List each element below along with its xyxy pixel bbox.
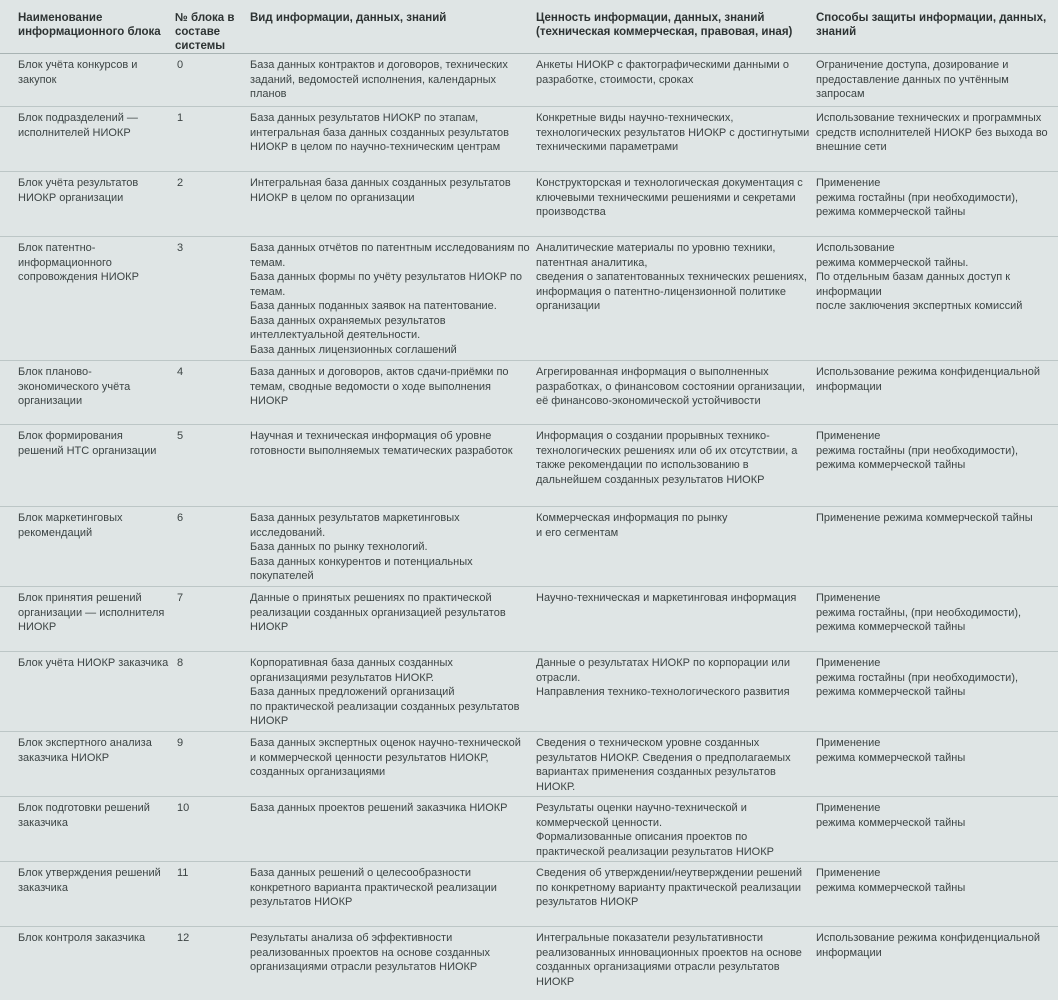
header-block-name: Наименование информационного блока [18, 12, 161, 38]
cell-info-type: База данных проектов решений заказчика НИОКР [250, 797, 536, 862]
cell-protection: Применение режима гостайны (при необходимости), режима коммерческой тайны [816, 425, 1058, 507]
table-row [0, 172, 1058, 237]
cell-info-type: Научная и техническая информация об уровне готовности выполняемых тематических разработок [250, 425, 536, 507]
cell-block-name: Блок принятия решений организации — исполнителя НИОКР [0, 587, 175, 652]
cell-protection: Ограничение доступа, дозирование и предоставление данных по учтённым запросам [816, 54, 1058, 107]
cell-info-type: Корпоративная база данных созданных организациями результатов НИОКР. База данных предложений организаций по практической реализации созданных результатов НИОКР [250, 652, 536, 732]
cell-info-type: Данные о принятых решениях по практической реализации созданных организацией результатов НИОКР [250, 587, 536, 652]
cell-protection: Использование режима конфиденциальной информации [816, 927, 1058, 992]
cell-block-name: Блок патентно-информационного сопровождения НИОКР [0, 237, 175, 361]
cell-info-value: Сведения об утверждении/неутверждении решений по конкретному варианту практической реализации результатов НИОКР [536, 862, 816, 927]
cell-block-number: 12 [175, 927, 250, 992]
cell-block-number: 4 [175, 361, 250, 425]
cell-block-number: 8 [175, 652, 250, 732]
cell-block-name: Блок утверждения решений заказчика [0, 862, 175, 927]
cell-protection: Применение режима коммерческой тайны [816, 507, 1058, 587]
cell-block-number: 2 [175, 172, 250, 237]
cell-protection: Применение режима гостайны (при необходимости), режима коммерческой тайны [816, 172, 1058, 237]
cell-block-number: 6 [175, 507, 250, 587]
table-row [0, 425, 1058, 507]
cell-block-name: Блок подготовки решений заказчика [0, 797, 175, 862]
cell-block-number: 11 [175, 862, 250, 927]
cell-block-name: Блок маркетинговых рекомендаций [0, 507, 175, 587]
cell-block-name: Блок подразделений — исполнителей НИОКР [0, 107, 175, 172]
table-row [0, 237, 1058, 361]
cell-info-value: Конструкторская и технологическая документация с ключевыми техническими решениями и секретами производства [536, 172, 816, 237]
cell-info-type: Интегральная база данных созданных результатов НИОКР в целом по организации [250, 172, 536, 237]
table-row [0, 862, 1058, 927]
cell-info-value: Результаты оценки научно-технической и коммерческой ценности. Формализованные описания проектов по практической реализации результатов НИОКР [536, 797, 816, 862]
cell-protection: Применение режима коммерческой тайны [816, 732, 1058, 797]
cell-block-name: Блок контроля заказчика [0, 927, 175, 992]
cell-block-name: Блок учёта результатов НИОКР организации [0, 172, 175, 237]
cell-info-value: Конкретные виды научно-технических, технологических результатов НИОКР с достигнутыми техническими параметрами [536, 107, 816, 172]
cell-protection: Применение режима коммерческой тайны [816, 862, 1058, 927]
table-header [0, 0, 1058, 54]
cell-block-number: 3 [175, 237, 250, 361]
table-row [0, 732, 1058, 797]
cell-protection: Применение режима гостайны (при необходимости), режима коммерческой тайны [816, 652, 1058, 732]
cell-info-type: База данных контрактов и договоров, технических заданий, ведомостей исполнения, календарных планов [250, 54, 536, 107]
cell-block-name: Блок планово-экономического учёта организации [0, 361, 175, 425]
cell-block-number: 9 [175, 732, 250, 797]
header-block-number: № блока в составе системы [175, 12, 235, 52]
cell-block-name: Блок учёта НИОКР заказчика [0, 652, 175, 732]
cell-block-number: 5 [175, 425, 250, 507]
header-protection-methods: Способы защиты информации, данных, знаний [816, 12, 1047, 38]
cell-info-value: Данные о результатах НИОКР по корпорации или отрасли. Направления технико-технологического развития [536, 652, 816, 732]
cell-protection: Использование режима конфиденциальной информации [816, 361, 1058, 425]
table-row [0, 927, 1058, 992]
header-info-value: Ценность информации, данных, знаний (техническая коммерческая, правовая, иная) [536, 12, 793, 38]
cell-info-value: Анкеты НИОКР с фактографическими данными о разработке, стоимости, сроках [536, 54, 816, 107]
cell-block-name: Блок экспертного анализа заказчика НИОКР [0, 732, 175, 797]
cell-protection: Применение режима гостайны, (при необходимости), режима коммерческой тайны [816, 587, 1058, 652]
table-row [0, 587, 1058, 652]
table-row [0, 652, 1058, 732]
cell-info-value: Научно-техническая и маркетинговая информация [536, 587, 816, 652]
cell-protection: Использование режима коммерческой тайны. По отдельным базам данных доступ к информации после заключения экспертных комиссий [816, 237, 1058, 361]
cell-info-value: Информация о создании прорывных технико-технологических решениях или об их отсутствии, а также рекомендации по использованию в дальнейшем созданных результатов НИОКР [536, 425, 816, 507]
cell-info-type: База данных отчётов по патентным исследованиям по темам. База данных формы по учёту результатов НИОКР по темам. База данных поданных заявок на патентование. База данных охраняемых результатов интеллектуальной деятельности. База данных лицензионных соглашений [250, 237, 536, 361]
cell-info-type: База данных решений о целесообразности конкретного варианта практической реализации результатов НИОКР [250, 862, 536, 927]
table-row [0, 797, 1058, 862]
cell-info-value: Коммерческая информация по рынку и его сегментам [536, 507, 816, 587]
cell-info-value: Агрегированная информация о выполненных разработках, о финансовом состоянии организации, её финансово-экономической устойчивости [536, 361, 816, 425]
table-row [0, 54, 1058, 107]
table-row [0, 507, 1058, 587]
cell-info-type: База данных экспертных оценок научно-технической и коммерческой ценности результатов НИОКР, созданных организациями [250, 732, 536, 797]
table-row [0, 361, 1058, 425]
cell-info-value: Интегральные показатели результативности реализованных инновационных проектов на основе созданных организациями отрасли результатов НИОКР [536, 927, 816, 992]
cell-block-number: 1 [175, 107, 250, 172]
cell-info-value: Сведения о техническом уровне созданных результатов НИОКР. Сведения о предполагаемых вариантах применения созданных результатов НИОКР. [536, 732, 816, 797]
cell-block-number: 0 [175, 54, 250, 107]
cell-block-name: Блок формирования решений НТС организации [0, 425, 175, 507]
cell-info-value: Аналитические материалы по уровню техники, патентная аналитика, сведения о запатентованных технических решениях, информация о патентно-лицензионной политике организации [536, 237, 816, 361]
cell-info-type: База данных и договоров, актов сдачи-приёмки по темам, сводные ведомости о ходе выполнения НИОКР [250, 361, 536, 425]
cell-info-type: Результаты анализа об эффективности реализованных проектов на основе созданных организациями отрасли результатов НИОКР [250, 927, 536, 992]
cell-block-name: Блок учёта конкурсов и закупок [0, 54, 175, 107]
cell-info-type: База данных результатов НИОКР по этапам, интегральная база данных созданных результатов НИОКР в целом по научно-техническим центрам [250, 107, 536, 172]
cell-block-number: 10 [175, 797, 250, 862]
table-body [0, 54, 1058, 992]
cell-protection: Использование технических и программных средств исполнителей НИОКР без выхода во внешние сети [816, 107, 1058, 172]
cell-protection: Применение режима коммерческой тайны [816, 797, 1058, 862]
table-row [0, 107, 1058, 172]
cell-block-number: 7 [175, 587, 250, 652]
header-info-type: Вид информации, данных, знаний [250, 12, 447, 24]
cell-info-type: База данных результатов маркетинговых исследований. База данных по рынку технологий. База данных конкурентов и потенциальных покупателей [250, 507, 536, 587]
